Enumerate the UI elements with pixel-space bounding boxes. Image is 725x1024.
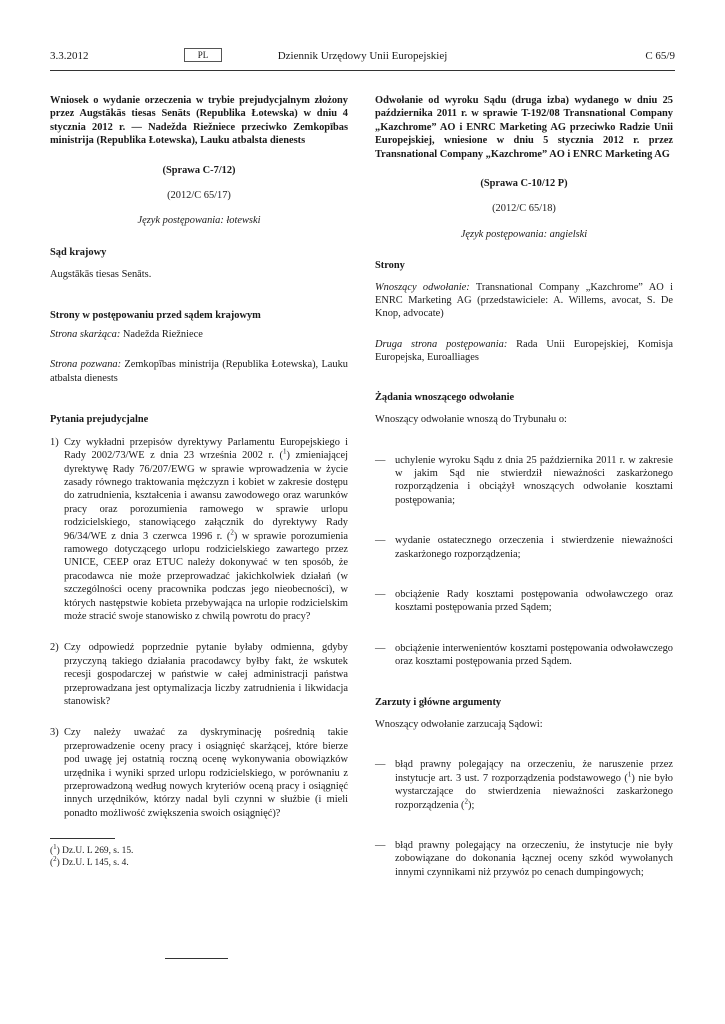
case-reference: (2012/C 65/18) <box>492 203 556 215</box>
defendant-label: Strona pozwana: <box>50 359 122 371</box>
appellant-details: Transnational Company „Kazchrome” AO i ENRC Marketing AG (przedstawiciele: A. Willems, avocat, S. De Knop, advocate) <box>375 281 673 320</box>
footnote-2: ($^2$) Dz.U. L 145, s. 4. <box>50 855 129 869</box>
dash-marker: — <box>375 588 386 600</box>
footnote-1: ($^1$) Dz.U. L 269, s. 15. <box>50 843 134 857</box>
plea-item <box>375 758 673 812</box>
claims-heading: Żądania wnoszącego odwołanie <box>375 391 515 403</box>
appellant <box>375 281 673 321</box>
right-column <box>375 94 673 879</box>
claimant <box>50 328 348 341</box>
question-number: 2) <box>50 642 59 654</box>
other-party <box>375 338 673 365</box>
journal-title: Dziennik Urzędowy Unii Europejskiej <box>277 50 448 62</box>
claim-item <box>375 642 673 669</box>
pleas-intro: Wnoszący odwołanie zarzucają Sądowi: <box>375 718 543 730</box>
question-1 <box>50 436 348 624</box>
footnote-ref: 2 <box>230 528 234 537</box>
case-title: Wniosek o wydanie orzeczenia w trybie prejudycjalnym złożony przez Augstākās tiesas Senāts (Republika Łotewska) w dniu 4 stycznia 2012 r. — Nadežda Riežniece przeciwko Zemkopības ministrija (Republika Łotewska), Lauku atbalsta dienests <box>50 95 348 147</box>
dash-marker: — <box>375 642 386 654</box>
court-heading: Sąd krajowy <box>50 246 107 258</box>
dash-marker: — <box>375 454 386 466</box>
question-text: Czy wykładni przepisów dyrektywy Parlamentu Europejskiego i Rady 2002/73/WE z dnia 23 września 2002 r. ($^1$) zmieniającej dyrektywę Rady 76/207/EWG w sprawie wprowadzenia w życie zasady równego traktowania mężczyzn i kobiet w zakresie dostępu do zatrudnienia, kształcenia i awansu zawodowego oraz warunków pracy oraz porozumienia ramowego w sprawie urlopu rodzicielskiego, stanowiącego załącznik do dyrektywy Rady 96/34/WE z dnia 3 czerwca 1996 r. ($^2$) w sprawie porozumienia ramowego dotyczącego urlopu rodzicielskiego zawartego przez UNICE, CEEP oraz ETUC należy dokonywać w ten sposób, że pracodawca nie może przeprowadzać jakichkolwiek działań (w szczególności oceny pracownika podczas jego nieobecności), w których następstwie kobieta przebywająca na urlopie rodzicielskim może stracić swoje stanowisko z chwilą powrotu do pracy? <box>64 436 348 622</box>
footnote-ref: 2 <box>464 797 469 806</box>
claimant-label: Strona skarżąca: <box>50 329 121 341</box>
claimant-name: Nadežda Riežniece <box>120 329 203 341</box>
procedure-language: Język postępowania: angielski <box>460 228 588 240</box>
parties-heading: Strony w postępowaniu przed sądem krajowym <box>50 309 261 321</box>
pleas-heading: Zarzuty i główne argumenty <box>375 696 502 708</box>
appellant-label: Wnoszący odwołanie: <box>375 281 470 293</box>
other-party-label: Druga strona postępowania: <box>375 338 508 350</box>
claim-text: obciążenie interwenientów kosztami postępowania odwoławczego oraz kosztami postępowania przed Sądem. <box>395 642 673 668</box>
questions-heading: Pytania prejudycjalne <box>50 414 149 426</box>
footnote-rule <box>50 838 115 839</box>
end-rule <box>165 958 228 959</box>
claims-intro: Wnoszący odwołanie wnoszą do Trybunału o: <box>375 414 567 426</box>
other-party-details: Rada Unii Europejskiej, Komisja Europejska, Euroalliages <box>375 338 673 364</box>
claim-item <box>375 534 673 561</box>
claim-text: obciążenie Rady kosztami postępowania odwoławczego oraz kosztami postępowania przed Sądem; <box>395 588 673 614</box>
case-number: (Sprawa C-7/12) <box>162 164 236 176</box>
defendant-name: Zemkopības ministrija (Republika Łotewska), Lauku atbalsta dienests <box>50 359 348 384</box>
question-number: 3) <box>50 727 59 739</box>
language-badge: PL <box>184 48 222 62</box>
dash-marker: — <box>375 535 386 547</box>
parties-heading: Strony <box>375 260 405 272</box>
left-column <box>50 94 348 869</box>
case-reference: (2012/C 65/17) <box>167 190 231 202</box>
national-court: Augstākās tiesas Senāts. <box>50 269 152 281</box>
question-number: 1) <box>50 436 59 448</box>
defendant <box>50 358 348 385</box>
plea-item <box>375 839 673 879</box>
plea-text: błąd prawny polegający na orzeczeniu, że instytucje nie były zobowiązane do dokonania łącznej oceny szkód wywołanych innymi czynnikami niż przywóz po cenach dumpingowych; <box>395 840 673 878</box>
case-number: (Sprawa C-10/12 P) <box>480 178 568 190</box>
question-text: Czy należy uważać za dyskryminację pośrednią takie przeprowadzenie oceny pracy i osiągnięć skarżącej, które bierze pod uwagę jej ostatnią roczną ocenę wykonywania obowiązków urzędnika i wyniki sprzed urlopu rodzicielskiego, w porównaniu z przeprowadzoną według nowych kryteriów oceną pracy i osiągnięć innych urzędników, którzy nadal byli czynni w służbie (i mieli ponadto możliwość zwiększenia swoich osiągnięć)? <box>64 727 348 819</box>
page-header <box>50 50 675 68</box>
dash-marker: — <box>375 759 386 771</box>
procedure-language: Język postępowania: łotewski <box>137 215 261 227</box>
question-2 <box>50 641 348 708</box>
question-text: Czy odpowiedź poprzednie pytanie byłaby odmienna, gdyby przyczyną takiego działania pracodawcy byłby fakt, że wskutek recesji gospodarczej w państwie w całej administracji państwa przeprowadzana jest optymalizacja liczby zatrudnienia i likwidacja stanowisk? <box>64 642 348 707</box>
footnote-ref: 1 <box>627 770 632 779</box>
header-rule <box>50 70 675 71</box>
claim-item <box>375 454 673 508</box>
claim-text: wydanie ostatecznego orzeczenia i stwierdzenie nieważności zaskarżonego rozporządzenia; <box>395 535 673 560</box>
dash-marker: — <box>375 840 386 851</box>
case-title: Odwołanie od wyroku Sądu (druga izba) wydanego w dniu 25 października 2011 r. w sprawie T-192/08 Transnational Company „Kazchrome” AO i ENRC Marketing AG przeciwko Radzie Unii Europejskiej, wniesione w dniu 5 stycznia 2012 r. przez Transnational Company „Kazchrome” AO i ENRC Marketing AG <box>375 95 673 160</box>
claim-text: uchylenie wyroku Sądu z dnia 25 października 2011 r. w zakresie w jakim Sąd nie stwierdził nieważności zaskarżonego rozporządzenia i obciążył wnoszących odwołanie kosztami postępowania; <box>395 454 673 506</box>
question-3 <box>50 726 348 820</box>
footnote-ref: 1 <box>282 447 287 456</box>
plea-text: błąd prawny polegający na orzeczeniu, że naruszenie przez instytucje art. 3 ust. 7 rozporządzenia podstawowego ($^1$) nie było wystarczające do stwierdzenia nieważności zaskarżonego rozporządzenia ($^2$); <box>395 759 673 811</box>
page-number: C 65/9 <box>645 50 675 62</box>
publication-date: 3.3.2012 <box>50 50 89 62</box>
claim-item <box>375 588 673 615</box>
